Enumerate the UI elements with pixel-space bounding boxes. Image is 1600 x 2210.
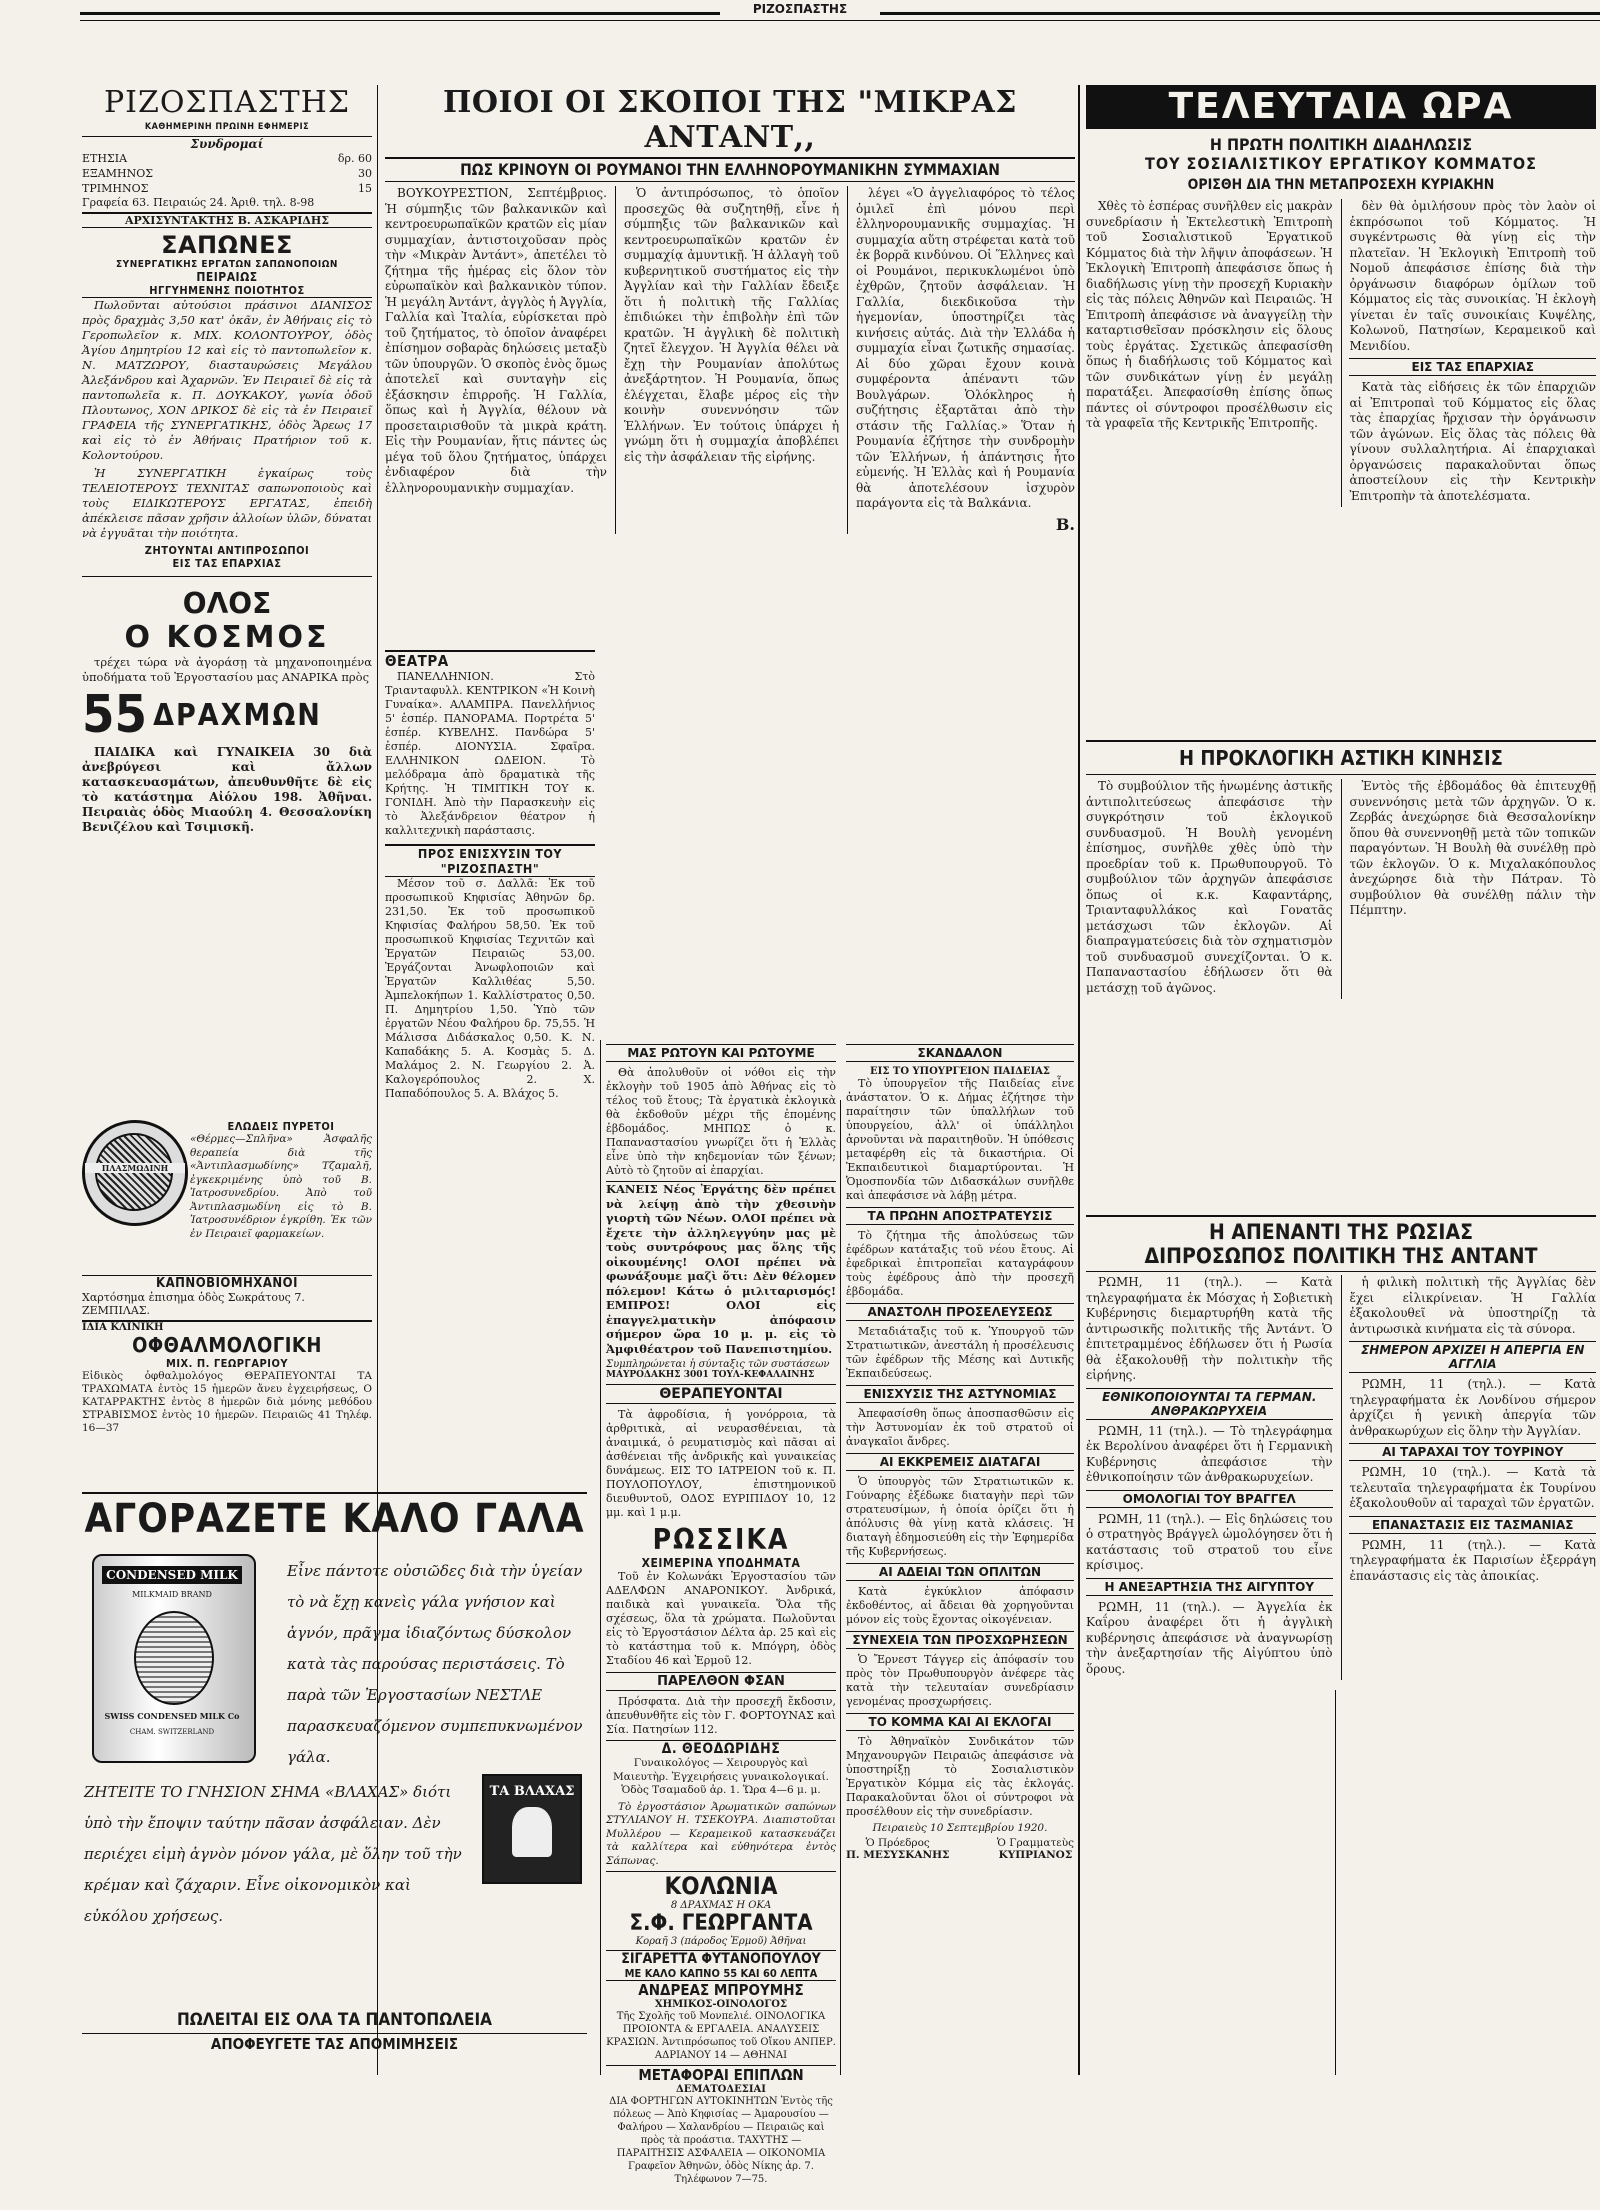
tobacco-text: Χαρτόσημα ἐπισημα ὁδὸς Σωκράτους 7. ΖΕΜΠΙΛΑΣ. [82,1291,305,1317]
sch-line: Συμπληρώνεται ἡ σύνταξις τῶν συστάσεων [606,1359,830,1370]
price-number: 55 [82,685,148,745]
col-divider-4 [1078,85,1080,2075]
milk-headline: ΑΓΟΡΑΖΕΤΕ ΚΑΛΟ ΓΑΛΑ [84,1496,585,1542]
main-headline: ΠΟΙΟΙ ΟΙ ΣΚΟΠΟΙ ΤΗΣ "ΜΙΚΡΑΣ ΑΝΤΑΝΤ,, [443,85,1017,155]
milk-footer-1: ΠΩΛΕΙΤΑΙ ΕΙΣ ΟΛΑ ΤΑ ΠΑΝΤΟΠΩΛΕΙΑ [176,2010,493,2030]
strat-title: ΤΑ ΠΡΩΗΝ ΑΠΟΣΤΡΑΤΕΥΣΙΣ [846,1207,1074,1225]
main-col-c: λέγει «Ὁ ἀγγελιαφόρος τὸ τέλος ὁμιλεῖ ἐπὶ μόνου περὶ ἑλληνορουμανικῆς συμμαχίας. Ἡ συμμαχία αὕτη στρέφεται κατὰ τοῦ ἐκ βορρᾶ κινδύνου. Οἱ Ἕλληνες καὶ οἱ Ρουμάνοι, περικυκλωμένοι ὑπὸ ἐχθρῶν, ζητοῦν ἀσφάλειαν. Ἡ Γαλλία, διεκδικοῦσα τὴν ἡγεμονίαν, ὑποστηρίζει τὰς κινήσεις αὐτάς. Διὰ τὴν Ἑλλάδα ἡ συμμαχία εἶναι ζωτικῆς σημασίας. Αἱ δύο χῶραι ἔχουν κοινὰ συμφέροντα ἀπέναντι τῶν Βουλγάρων. Ὁλόκληρος ἡ συζήτησις ἐξαρτᾶται ἀπὸ τὴν στάσιν τῆς Γαλλίας.» Ὅταν ἡ Ρουμανία ἐζήτησε τὴν συνδρομὴν τῶν Ἑλλήνων, ἡ ἀπάντησις ἦτο εὐμενής. Ἡ Ἑλλὰς καὶ ἡ Ρουμανία θὰ ἀποτελέσουν ἰσχυρὸν παράγοντα εἰς τὰ Βαλκάνια. [856,186,1075,510]
soap-factory-text: Τὸ ἐργοστάσιον Ἀρωματικῶν σαπώνων ΣΤΥΛΙΑΝΟΥ Η. ΤΣΕΚΟΥΡΑ. Διαπιστοῦται Μυλλέρου — Κεραμεικοῦ κατασκευάζει τὰ καλλίτερα καὶ εὐθηνότερα ἐντὸς Σάπωνας. [606,1800,836,1867]
strat-text: Τὸ ζήτημα τῆς ἀπολύσεως τῶν ἐφέδρων κατάταξις τοῦ νέου ἔτους. Αἱ ἐφεδρικαὶ ἐπιτροπεῖαι καταγράφουν τοὺς ἐφέδρους ἀπὸ τὴν προσεχῆ ἑβδομάδα. [846,1229,1074,1298]
clinic-pre: ΙΔΙΑ ΚΛΙΝΙΚΗ [82,1322,164,1333]
soap-footer-2: ΕΙΣ ΤΑΣ ΕΠΑΡΧΙΑΣ [172,557,282,570]
brag-title: ΟΜΟΛΟΓΙΑΙ ΤΟΥ ΒΡΑΓΓΕΛ [1086,1490,1333,1508]
russia-headline-2: ΔΙΠΡΟΣΩΠΟΣ ΠΟΛΙΤΙΚΗ ΤΗΣ ΑΝΤΑΝΤ [1144,1244,1538,1268]
col-divider-2 [600,1040,601,2075]
world-text: τρέχει τώρα νὰ ἀγοράσῃ τὰ μηχανοποιημένα ὑποδήματα τοῦ Ἐργοστασίου μας ΑΝΑΡΙΚΑ πρὸς [82,655,372,684]
britain-text: ΡΩΜΗ, 11 (τηλ.). — Κατὰ τηλεγραφήματα ἐκ Λονδίνου σήμερον ἀρχίζει ἡ γενικὴ ἀπεργία τῶν ἀνθρακωρύχων εἰς ὅλην τὴν Ἀγγλίαν. [1349,1377,1596,1438]
soap-sub1: ΣΥΝΕΡΓΑΤΙΚΗΣ ΕΡΓΑΤΩΝ ΣΑΠΩΝΟΠΟΙΩΝ [116,259,338,270]
masthead-label: ΡΙΖΟΣΠΑΣΤΗΣ [720,2,880,22]
plasmodine-badge [82,1120,188,1226]
provocation-headline: Η ΠΡΟΚΛΟΓΙΚΗ ΑΣΤΙΚΗ ΚΙΝΗΣΙΣ [1179,746,1503,770]
theod-title: Δ. ΘΕΟΔΩΡΙΔΗΣ [606,1740,836,1757]
shepherd-icon [512,1807,552,1857]
fsan-title: ΠΑΡΕΛΘΟΝ ΦΣΑΝ [606,1672,836,1691]
elect-text: Τὸ Ἀθηναϊκὸν Συνδικάτον τῶν Μηχανουργῶν Πειραιῶς ἀπεφάσισε νὰ ὑποστηρίξῃ τὸ Σοσιαλιστικὸν Ἐργατικὸν Κόμμα εἰς τὰς ἐκλογάς. Παρακαλοῦνται ὅλοι οἱ σύντροφοι νὰ προσέλθουν εἰς τὴν συνεδρίασιν. [846,1735,1074,1818]
main-signature: Β. [1055,514,1075,534]
russika-title: ΡΩΣΣΙΚΑ [652,1523,790,1556]
egypt-title: Η ΑΝΕΞΑΡΤΗΣΙΑ ΤΗΣ ΑΙΓΥΠΤΟΥ [1086,1578,1333,1596]
neos-text: ΚΑΝΕΙΣ Νέος Ἐργάτης δὲν πρέπει νὰ λείψῃ ἀπὸ τὴν χθεσινὴν γιορτὴ τῶν Νέων. ΟΛΟΙ πρέπει νὰ ἔχετε τὴν ἀλληλεγγύην μας μὲ τοὺς συντρόφους μας ὅλης τῆς οἰκουμένης! ΟΛΟΙ πρέπει νὰ φωνάξουμε μαζὶ ὅτι: Δὲν θέλομεν πόλεμον! Κάτω ὁ μιλιταρισμός! ΕΜΠΡΟΣ! ΟΛΟΙ εἰς ἐπαγγελματικὴν ἀπόφασιν σήμερον ὥρα 10 μ. μ. εἰς τὸ Ἀμφιθέατρον τοῦ Πανεπιστημίου. [606,1182,836,1356]
can-label-bottom: SWISS CONDENSED MILK Co [104,1711,240,1721]
clinic-name: ΜΙΧ. Π. ΓΕΩΡΓΑΡΙΟΥ [165,1357,289,1370]
main-subhead: ΠΩΣ ΚΡΙΝΟΥΝ ΟΙ ΡΟΥΜΑΝΟΙ ΤΗΝ ΕΛΛΗΝΟΡΟΥΜΑΝΙΚΗΝ ΣΥΜΜΑΧΙΑΝ [460,161,1000,179]
vlachas-label: ΤΑ ΒΛΑΧΑΣ [489,1784,575,1799]
sch-name: ΜΑΥΡΟΔΑΚΗΣ 3001 ΤΟΥΛ-ΚΕΦΑΛΑΙΝΗΣ [606,1370,815,1380]
provocation-text-left: Τὸ συμβούλιον τῆς ἡνωμένης ἀστικῆς ἀντιπολιτεύσεως ἀπεφάσισε τὴν συγκρότησιν τοῦ ἐκλογικοῦ συνδυασμοῦ. Ἡ Βουλὴ γενομένη ἐπίσημος, συνῆλθε χθὲς ὑπὸ τὴν προεδρίαν τοῦ κ. Πρωθυπουργοῦ. Τὸ συμβούλιον τῶν ἀρχηγῶν ἀπεφάσισε ὅπως οἱ κ.κ. Καφαντάρης, Τριανταφυλλάκος καὶ Γονατᾶς μετάσχωσι τῶν ἐκλογῶν. Αἱ διαπραγματεύσεις διὰ τὸν σχηματισμὸν τοῦ συνδυασμοῦ συνεχίζονται. Ὁ κ. Παπαναστασίου ἐδήλωσεν ὅτι θὰ μετάσχῃ τοῦ ἀγῶνος. [1086,779,1333,995]
world-line-1: ΟΛΟΣ [182,587,272,620]
latest-text-left: Χθὲς τὸ ἑσπέρας συνῆλθεν εἰς μακρὰν συνεδρίασιν ἡ Ἐκτελεστικὴ Ἐπιτροπὴ τοῦ Σοσιαλιστικοῦ Ἐργατικοῦ Κόμματος διὰ τὴν λῆψιν ἀποφάσεων. Ἡ Ἐκλογικὴ Ἐπιτροπὴ ἀπεφάσισε ὅπως ἡ διαδήλωσις γίνῃ τὴν προσεχῆ Κυριακὴν εἰς τὰς πόλεις Ἀθηνῶν καὶ Πειραιῶς. Ἡ Ἐπιτροπὴ ἀπεφάσισε νὰ ἀναγγείλῃ τὴν καταρτισθεῖσαν πρόσκλησιν εἰς ὅλους τοὺς ἐργάτας. Σχετικῶς ἀπεφασίσθη ὅπως ἡ διαδήλωσις τοῦ Κόμματος καὶ τῶν συνδικάτων γίνῃ ἐν μεγάλῃ παρατάξει. Ἀπεφασίσθη ἐπίσης ὅπως πάντες οἱ σύντροφοι προσέλθωσιν εἰς τὰ γραφεῖα τῆς Κεντρικῆς Ἐπιτροπῆς. [1086,199,1333,430]
subscription-row: ΕΞΑΜΗΝΟΣ 30 [82,167,372,180]
transport-sub: ΔΕΜΑΤΟΔΕΣΙΑΙ [676,2084,766,2095]
subscriptions-list [82,151,372,196]
col-divider-3 [840,1100,841,2075]
badge-label: ΠΛΑΣΜΩΔΙΝΗ [85,1163,185,1173]
elect-title: ΤΟ ΚΟΜΜΑ ΚΑΙ ΑΙ ΕΚΛΟΓΑΙ [846,1713,1074,1731]
latest-headline-3: ΟΡΙΣΘΗ ΔΙΑ ΤΗΝ ΜΕΤΑΠΡΟΣΕΧΗ ΚΥΡΙΑΚΗΝ [1187,177,1495,193]
tobacco-clinic [82,1275,372,1475]
scandal-text: Τὸ ὑπουργεῖον τῆς Παιδείας εἶνε ἀνάστατον. Ὁ κ. Δήμας ἐζήτησε τὴν παραίτησιν τῶν ὑπαλλήλων τοῦ ὑπουργείου, ἀλλ' οἱ ὑπάλληλοι ἀρνοῦνται νὰ παραιτηθοῦν. Ἡ ὑπόθεσις μεταφέρθη εἰς τὰ δικαστήρια. Οἱ Ἐκπαιδευτικοὶ διαμαρτύρονται. Ἡ Ὁμοσπονδία τῶν Διδασκάλων συνῆλθε καὶ ἀπεφάσισε νὰ λάβῃ μέτρα. [846,1077,1074,1202]
clinic-title: ΟΦΘΑΛΜΟΛΟΓΙΚΗ [132,1333,322,1357]
provocation-text-right: Ἐντὸς τῆς ἑβδομάδος θὰ ἐπιτευχθῇ συνεννόησις μετὰ τῶν ἀρχηγῶν. Ὁ κ. Ζερβάς ἀνεχώρησε διὰ Θεσσαλονίκην ὅπου θὰ συνεννοηθῇ μετὰ τῶν τοπικῶν παραγόντων. Ἡ Βουλὴ θὰ συνέλθῃ πρὸ τῶν ἐκλογῶν. Ὁ κ. Μιχαλακόπουλος ἀνεχώρησε διὰ τὴν Πάτραν. Τὸ συμβούλιον θὰ συνέλθῃ πάλιν τὴν Πέμπτην. [1349,779,1596,917]
price-line [82,685,372,745]
anast-text: Μεταδιάταξις τοῦ κ. Ὑπουργοῦ τῶν Στρατιωτικῶν, ἀνεστάλη ἡ προσέλευσις τῶν ἐφέδρων τῆς Μέσης καὶ Δυτικῆς Ἐκπαιδεύσεως. [846,1325,1074,1380]
tasm-text: ΡΩΜΗ, 11 (τηλ.). — Κατὰ τηλεγραφήματα ἐκ Παρισίων ἐξερράγη ἐπανάστασις εἰς τὰς ἀποικίας. [1349,1537,1596,1583]
subscription-row: ΤΡΙΜΗΝΟΣ 15 [82,182,372,195]
latest-headline-1: Η ΠΡΩΤΗ ΠΟΛΙΤΙΚΗ ΔΙΑΔΗΛΩΣΙΣ [1209,135,1473,154]
soap-title: ΣΑΠΩΝΕΣ [161,231,293,259]
fever-text: «Θέρμες—Σπλῆνα» Ἀσφαλῆς θεραπεία διὰ τῆς «Ἀντιπλασμωδίνης» Τζαμαλῆ, ἐγκεκριμένης ὑπὸ τοῦ Β. Ἰατροσυνεδρίου. Ἀπὸ τοῦ Ἀντιπλασμωδίνη εἰς τὸ Β. Ἰατροσυνέδριον ἐγκρίθη. Ἐκ τῶν ἐν Πειραιεῖ φαρμακείων. [190,1133,372,1240]
rotsos-text: Θὰ ἀπολυθοῦν οἱ νόθοι εἰς τὴν ἐκλογὴν τοῦ 1905 ἀπὸ Ἀθήνας εἰς τὸ τέλος τοῦ ἔτους; Τὰ ἐργατικὰ ἐκλογικὰ θὰ ἐκδοθοῦν μέχρι τῆς ἐπομένης ἑβδομάδος. ΜΗΠΩΣ ὁ κ. Παπαναστασίου γνωρίζει ὅτι ἡ Ἑλλὰς εἶνε ὑπὸ τὴν κηδεμονίαν τῶν ξένων; Αὐτὸ τὸ ζητοῦν αἱ ἐπαρχίαι. [606,1066,836,1177]
price-text: ΠΑΙΔΙΚΑ καὶ ΓΥΝΑΙΚΕΙΑ 30 διὰ ἀνεβρύγεσι καὶ ἄλλων κατασκευασμάτων, ἀπευθυνθῆτε δὲ εἰς τὸ κατάστημα Αἰόλου 198. Ἀθῆναι. Πειραιὰς ὁδὸς Μιαούλη 4. Θεσσαλονίκη Βενιζέλου καὶ Τσιμισκῆ. [82,745,372,834]
russika-text: Τοῦ ἐν Κολωνάκι Ἐργοστασίου τῶν ΑΔΕΛΦΩΝ ΑΝΑΡΟΝΙΚΟΥ. Ἀνδρικά, παιδικὰ καὶ γυναικεῖα. Ὅλα τῆς σχέσεως, ὅλα τὰ χρώματα. Πωλοῦνται εἰς τὸ Ἐργοστάσιον Δέλτα ἀρ. 25 καὶ εἰς τὸ κατάστημα τοῦ κ. Μπόγρη, ὁδὸς Σταδίου 46 καὶ Ἑρμοῦ 12. [606,1570,836,1667]
latest-section [1086,85,1596,735]
latest-headline-2: ΤΟΥ ΣΟΣΙΑΛΙΣΤΙΚΟΥ ΕΡΓΑΤΙΚΟΥ ΚΟΜΜΑΤΟΣ [1145,154,1537,173]
milkmaid-icon [134,1611,214,1705]
milk-ad [82,1492,587,2052]
milk-text: Εἶνε πάντοτε οὐσιῶδες διὰ τὴν ὑγείαν τὸ νὰ ἔχῃ κανεὶς γάλα γνήσιον καὶ ἁγνόν, πρᾶγμα ἰδιαζόντως δύσκολον κατὰ τὰς παρούσας περιστάσεις. Τὸ παρὰ τῶν Ἐργοστασίων ΝΕΣΤΛΕ παρασκευαζόμενον συμπεπυκνωμένον γάλα. [287,1562,583,1766]
cont-title: ΣΥΝΕΧΕΙΑ ΤΩΝ ΠΡΟΣΧΩΡΗΣΕΩΝ [846,1631,1074,1649]
police-text: Ἀπεφασίσθη ὅπως ἀποσπασθῶσιν εἰς τὴν Ἀστυνομίαν ἐκ τοῦ στρατοῦ οἱ ἀναγκαῖοι ἄνδρες. [846,1407,1074,1448]
theod-text: Γυναικολόγος — Χειρουργὸς καὶ Μαιευτὴρ. Ἐγχειρήσεις γυναικολογικαί. Ὁδὸς Τσαμαδοῦ ἀρ. 1. Ὥρα 4—6 μ. μ. [613,1757,829,1796]
paper-subtitle: ΚΑΘΗΜΕΡΙΝΗ ΠΡΩΙΝΗ ΕΦΗΜΕΡΙΣ [144,122,310,132]
russia-text-left: ΡΩΜΗ, 11 (τηλ.). — Κατὰ τηλεγραφήματα ἐκ Μόσχας ἡ Σοβιετικὴ Κυβέρνησις διεμαρτυρήθη κατὰ τῆς ἀντιρωσικῆς πολιτικῆς τῆς Ἀντάντ. Ὁ ἐπιτετραμμένος ἐδήλωσεν ὅτι ἡ Ρωσία θὰ ἐξακολουθῇ τὴν πολιτικὴν τῆς εἰρήνης. [1086,1275,1333,1382]
brag-text: ΡΩΜΗ, 11 (τηλ.). — Εἰς δηλώσεις του ὁ στρατηγὸς Βράγγελ ὡμολόγησεν ὅτι ἡ κατάστασις τοῦ στρατοῦ του εἶνε κρίσιμος. [1086,1511,1333,1572]
elect-sig-3: Ὁ Γραμματεὺς [996,1837,1074,1849]
vlachas-badge [482,1774,582,1884]
soap-text: Πωλοῦνται αὐτούσιοι πράσινοι ΔΙΑΝΙΣΟΣ πρὸς δραχμὰς 3,50 κατ' ὀκᾶν, ἐν Ἀθήναις εἰς τὸ Γεροπωλεῖον κ. ΜΙΧ. ΚΟΛΟΝΤΟΥΡΟΥ, ὁδὸς Ἁγίου Δημητρίου 12 καὶ εἰς τὸ παντοπωλεῖον κ. Ν. ΜΑΤΖΩΡΟΥ, διασταυρώσεις Μεγάλου Ἀλεξάνδρου καὶ Ἀχαρνῶν. Ἐν Πειραιεῖ δὲ εἰς τὰ παντοπωλεῖα κ. Π. ΔΟΥΚΑΚΟΥ, γωνία ὁδοῦ Πλουτωνος, ΧΟΝ ΔΡΙΚΟΣ δὲ εἰς τὰ ἐν Πειραιεῖ ΓΡΑΦΕΙΑ τῆς ΣΥΝΕΡΓΑΤΙΚΗΣ, ὁδὸς Ἄρεως 17 καὶ εἰς τὸ ἐν Ἀθήναις Πρατήριον τοῦ κ. Κολοντούρου. [82,298,372,462]
cont-text: Ὁ Ἔρνεστ Τάγγερ εἰς ἀπόφασίν του πρὸς τὸν Πρωθυπουργὸν ἀνέφερε τὰς κατὰ τὴν τελευταίαν συνεδρίασιν γενομένας προσχωρήσεις. [846,1653,1074,1708]
chem-sub: ΧΗΜΙΚΟΣ-ΟΙΝΟΛΟΓΟΣ [654,1999,788,2010]
milk-can-image [92,1554,256,1763]
latest-text-right: δὲν θὰ ὁμιλήσουν πρὸς τὸν λαὸν οἱ ἐκπρόσωποι τοῦ Κόμματος. Ἡ συγκέντρωσις θὰ γίνῃ εἰς τὴν πλατεῖαν. Ἡ Ἐκλογικὴ Ἐπιτροπὴ τοῦ Νομοῦ ἀπεφάσισε ἐπίσης διὰ τὴν ὀργάνωσιν διαφόρων ὁμίλων τοῦ Κόμματος εἰς τὰς συνοικίας. Ἡ ἐκλογὴ γίνεται ἐν ταῖς συνοικίαις Κυψέλης, Κολωνοῦ, Πατησίων, Κεραμεικοῦ καὶ Μενιδίου. [1349,199,1596,353]
elect-date: Πειραιεὺς 10 Σεπτεμβρίου 1920. [872,1822,1048,1834]
fund-text: Μέσον τοῦ σ. Δαλλᾶ: Ἐκ τοῦ προσωπικοῦ Κηφισίας Ἀθηνῶν δρ. 231,50. Ἐκ τοῦ προσωπικοῦ Κηφισίας Φαλήρου 58,50. Ἐκ τοῦ προσωπικοῦ Κηφισίας Τεχνιτῶν καὶ Ἐργατῶν Πειραιῶς 53,00. Ἐργάζονται Ἀνωφλοποιῶν καὶ Ἐργατῶν Καλλιθέας 5,50. Ἀμπελοκήπων 1. Καλλίστρατος 0,50. Π. Δημητρίου 1,50. Ὑπὸ τῶν ἐργατῶν Νέου Φαλήρου δρ. 75,55. Ἡ Μάλισσα Διδάσκαλος 0,50. Κ. Ν. Καπαδάκης 5. Α. Κοσμὰς 5. Δ. Μαλάμος 2. Ν. Γεωργίου 2. Ἀ. Καλογερόπουλος 2. Χ. Παπαδόπουλος 5. Α. Βλάχος 5. [385,877,595,1100]
elect-sig-4: ΚΥΠΡΙΑΝΟΣ [998,1849,1073,1861]
fsan-text: Πρόσφατα. Διὰ τὴν προσεχῆ ἔκδοσιν, ἀπευθυνθῆτε εἰς τὸν Γ. ΦΟΡΤΟΥΝΑΣ καὶ Σία. Πατησίων 112. [606,1695,836,1736]
col4 [846,1040,1074,2070]
latest-banner: ΤΕΛΕΥΤΑΙΑ ΩΡΑ [1086,85,1596,129]
soap-text-2: Ἡ ΣΥΝΕΡΓΑΤΙΚΗ ἐγκαίρως τοὺς ΤΕΛΕΙΟΤΕΡΟΥΣ ΤΕΧΝΙΤΑΣ σαπωνοποιοὺς καὶ τοὺς ΕΙΔΙΚΩΤΕΡΟΥΣ ΕΡΓΑΤΑΣ, ἐπειδὴ ἀπέκλεισε πᾶσαν χρῆσιν ἀλλοίων ὑλῶν, δύναται νὰ ἐγγυᾶται τὴν ποιότητα. [82,466,372,540]
world-line-2: Ο ΚΟΣΜΟΣ [124,620,330,655]
turin-text: ΡΩΜΗ, 10 (τηλ.). — Κατὰ τὰ τελευταῖα τηλεγραφήματα ἐκ Τουρίνου ἐξακολουθοῦν αἱ ταραχαὶ τῶν ἐργατῶν. [1349,1465,1596,1510]
chem-text: Τῆς Σχολῆς τοῦ Μονπελιέ. ΟΙΝΟΛΟΓΙΚΑ ΠΡΟΙΟΝΤΑ & ΕΡΓΑΛΕΙΑ. ΑΝΑΛΥΣΕΙΣ ΚΡΑΣΙΩΝ. Ἀντιπρόσωπος τοῦ Οἴκου ΑΝΠΕΡ. ΑΔΡΙΑΝΟΥ 14 — ΑΘΗΝΑΙ [606,2011,836,2061]
tobacco-title: ΚΑΠΝΟΒΙΟΜΗΧΑΝΟΙ [156,1276,298,1291]
elect-sig-2: Π. ΜΕΣΥΣΚΑΝΗΣ [846,1849,950,1861]
transport-text: ΔΙΑ ΦΟΡΤΗΓΩΝ ΑΥΤΟΚΙΝΗΤΩΝ Ἐντὸς τῆς πόλεως — Ἀπὸ Κηφισίας — Ἀμαρουσίου — Φαλήρου — Χαλανδρίου — Πειραιῶς καὶ πρὸς τὰ προάστια. ΤΑΧΥΤΗΣ — ΠΑΡΑΙΤΗΣΙΣ ΑΣΦΑΛΕΙΑ — ΟΙΚΟΝΟΜΙΑ Γραφεῖον Ἀθηνῶν, ὁδὸς Νίκης ἀρ. 7. Τηλέφωνον 7—75. [609,2096,833,2185]
kolonia-sub: 8 ΔΡΑΧΜΑΣ Η ΟΚΑ [670,1900,772,1911]
subscriptions-title: Συνδρομαί [190,137,264,151]
kolonia-name: Σ.Φ. ΓΕΩΡΓΑΝΤΑ [629,1911,813,1936]
turin-title: ΑΙ ΤΑΡΑΧΑΙ ΤΟΥ ΤΟΥΡΙΝΟΥ [1349,1443,1596,1461]
top-rule-thin [80,20,1600,21]
scandal-title: ΣΚΑΝΔΑΛΟΝ [846,1044,1074,1062]
cig-title: ΣΙΓΑΡΕΤΤΑ ΦΥΤΑΝΟΠΟΥΛΟΥ [606,1950,836,1967]
milk-footer-2: ΑΠΟΦΕΥΓΕΤΕ ΤΑΣ ΑΠΟΜΙΜΗΣΕΙΣ [210,2035,459,2053]
russia-section [1086,1215,1596,2075]
can-label-top: CONDENSED MILK [102,1566,242,1584]
editor: ΑΡΧΙΣΥΝΤΑΚΤΗΣ Β. ΑΣΚΑΡΙΔΗΣ [82,212,372,228]
police-title: ΕΝΙΣΧΥΣΙΣ ΤΗΣ ΑΣΤΥΝΟΜΙΑΣ [846,1385,1074,1403]
rotsos-title: ΜΑΣ ΡΩΤΟΥΝ ΚΑΙ ΡΩΤΟΥΜΕ [606,1044,836,1062]
russia-text-right: ἡ φιλικὴ πολιτικὴ τῆς Ἀγγλίας δὲν ἔχει εἰλικρίνειαν. Ἡ Γαλλία ἐξακολουθεῖ νὰ ὑποστηρίζῃ τὰ ἀντιρωσικὰ κινήματα εἰς τὰ σύνορα. [1349,1275,1596,1336]
transport-title: ΜΕΤΑΦΟΡΑΙ ΕΠΙΠΛΩΝ [606,2065,836,2084]
soap-footer-1: ΖΗΤΟΥΝΤΑΙ ΑΝΤΙΠΡΟΣΩΠΟΙ [144,544,310,557]
leave-title: ΑΙ ΑΔΕΙΑΙ ΤΩΝ ΟΠΛΙΤΩΝ [846,1563,1074,1581]
rec-title: ΑΙ ΕΚΚΡΕΜΕΙΣ ΔΙΑΤΑΓΑΙ [846,1453,1074,1471]
elect-sig-1: Ὁ Πρόεδρος [865,1837,930,1849]
theatres-text: ΠΑΝΕΛΛΗΝΙΟΝ. Στὸ Τριανταφυλλ. ΚΕΝΤΡΙΚΟΝ «Ἡ Κοινὴ Γυναίκα». ΑΛΑΜΠΡΑ. Πανελλήνιος 5' ἑσπέρ. ΠΑΝΟΡΑΜΑ. Πορτρέτα 5' ἑσπέρ. ΚΥΒΕΛΗΣ. Πανδώρα 5' ἑσπέρ. ΔΙΟΝΥΣΙΑ. Σφαῖρα. ΕΛΛΗΝΙΚΟΝ ΩΔΕΙΟΝ. Τὸ μελόδραμα ἀπὸ δραματικὰ τῆς Κρήτης. Ἡ ΤΙΜΙΤΙΚΗ ΤΟΥ κ. ΓΟΝΙΔΗ. Ἀπὸ τὴν Παρασκευὴν εἰς τὸ Ἀλεξάνδρειον θέατρον ἡ καλλιτεχνικὴ παράστασις. [385,670,595,837]
britain-title: ΣΗΜΕΡΟΝ ΑΡΧΙΖΕΙ Η ΑΠΕΡΓΙΑ ΕΝ ΑΓΓΛΙΑ [1349,1341,1596,1373]
chem-title: ΑΝΔΡΕΑΣ ΜΠΡΟΥΜΗΣ [638,1981,804,1999]
fund-title: ΠΡΟΣ ΕΝΙΣΧΥΣΙΝ ΤΟΥ "ΡΙΖΟΣΠΑΣΤΗ" [417,846,563,876]
tasm-title: ΕΠΑΝΑΣΤΑΣΙΣ ΕΙΣ ΤΑΣΜΑΝΙΑΣ [1349,1516,1596,1534]
paper-title: ΡΙΖΟΣΠΑΣΤΗΣ [103,85,351,120]
russia-headline-1: Η ΑΠΕΝΑΝΤΙ ΤΗΣ ΡΩΣΙΑΣ [1208,1220,1473,1244]
kolonia-addr: Κοραῆ 3 (πάροδος Ἑρμοῦ) Ἀθῆναι [635,1936,807,1947]
clinic-text: Εἰδικὸς ὀφθαλμολόγος ΘΕΡΑΠΕΥΟΝΤΑΙ ΤΑ ΤΡΑΧΩΜΑΤΑ ἐντὸς 15 ἡμερῶν ἄνευ ἐγχειρήσεως, Ο ΚΑΤΑΡΡΑΚΤΗΣ ἐντὸς 8 ἡμερῶν διὰ μόνης μεθόδου ΣΤΡΑΒΙΣΜΟΣ ἐντὸς 10 ἡμερῶν. Πειραιῶς 41 Τηλέφ. 16—37 [82,1370,372,1434]
egypt-text: ΡΩΜΗ, 11 (τηλ.). — Ἀγγελία ἐκ Καΐρου ἀναφέρει ὅτι ἡ ἀγγλικὴ κυβέρνησις ἀπεφάσισε νὰ ἀναγνωρίσῃ τὴν ἀνεξαρτησίαν τῆς Αἰγύπτου ὑπὸ ὅρους. [1086,1599,1333,1676]
anast-title: ΑΝΑΣΤΟΛΗ ΠΡΟΣΕΛΕΥΣΕΩΣ [846,1303,1074,1321]
soap-sub2: ΠΕΙΡΑΙΩΣ [196,270,258,284]
theatres-fund [385,650,595,1210]
rec-text: Ὁ ὑπουργὸς τῶν Στρατιωτικῶν κ. Γούναρης ἐξέδωκε διαταγὴν περὶ τῶν στρατευσίμων, ἡ ὁποία ὁρίζει ὅτι ἡ ἀπόλυσις θὰ γίνῃ κατὰ κλάσεις. Ἡ διαταγὴ ἐδημοσιεύθη εἰς τὴν Ἐφημερίδα τῆς Κυβερνήσεως. [846,1475,1074,1558]
subscription-row: ΕΤΗΣΙΑ δρ. 60 [82,152,372,165]
prov-text: Κατὰ τὰς εἰδήσεις ἐκ τῶν ἐπαρχιῶν αἱ Ἐπιτροπαὶ τοῦ Κόμματος εἰς ὅλας τὰς ἐπαρχίας ἤρχισαν τὴν ὀργάνωσιν τῶν ἀγώνων. Εἰς ὅλας τὰς πόλεις θὰ γίνουν συλλαλητήρια. Αἱ ἐπαρχιακαὶ ὀργανώσεις παρακαλοῦνται ὅπως ἀποστείλουν εἰς τὴν Κεντρικὴν Ἐπιτροπὴν τὰ ἀποτελέσματα. [1349,380,1596,503]
soap-sub3: ΗΓΓΥΗΜΕΝΗΣ ΠΟΙΟΤΗΤΟΣ [82,284,372,298]
prov-title: ΕΙΣ ΤΑΣ ΕΠΑΡΧΙΑΣ [1349,358,1596,376]
coal-text: ΡΩΜΗ, 11 (τηλ.). — Τὸ τηλεγράφημα ἐκ Βερολίνου ἀναφέρει ὅτι ἡ Γερμανικὴ Κυβέρνησις ἀπεφάσισε τὴν ἐθνικοποίησιν τῶν ἀνθρακωρυχείων. [1086,1423,1333,1484]
kolonia-title: ΚΟΛΩΝΙΑ [606,1871,836,1900]
leave-text: Κατὰ ἐγκύκλιον ἀπόφασιν ἐκδοθέντος, αἱ ἄδειαι θὰ χορηγοῦνται μόνον εἰς τοὺς ἔχοντας οἰκογένειαν. [846,1585,1074,1626]
cig-sub: ΜΕ ΚΑΛΟ ΚΑΠΝΟ 55 ΚΑΙ 60 ΛΕΠΤΑ [606,1967,836,1981]
coal-title: ΕΘΝΙΚΟΠΟΙΟΥΝΤΑΙ ΤΑ ΓΕΡΜΑΝ. ΑΝΘΡΑΚΩΡΥΧΕΙΑ [1086,1388,1333,1420]
can-place: CHAM. SWITZERLAND [129,1728,215,1736]
mid-column [606,1040,836,2185]
theatres-title: ΘΕΑΤΡΑ [385,652,449,670]
therap-text: Τὰ ἀφροδίσια, ἡ γονόρροια, τὰ ἀρθριτικὰ, αἱ νευρασθένειαι, τὰ ἀναιμικά, ὁ ρευματισμὸς καὶ πᾶσαι αἱ ἀσθένειαι τῆς ἀνδρικῆς καὶ γυναικείας δυνάμεως. ΕΙΣ ΤΟ ΙΑΤΡΕΙΟΝ τοῦ κ. Π. ΠΟΥΛΟΠΟΥΛΟΥ, ἐπιστημονικοῦ διευθυντοῦ, ΟΔΟΣ ΕΥΡΙΠΙΔΟΥ 10, 12 μμ. καὶ 1 μ.μ. [606,1408,836,1519]
russika-sub: ΧΕΙΜΕΡΙΝΑ ΥΠΟΔΗΜΑΤΑ [641,1556,801,1570]
fever-ad [82,1120,372,1270]
scandal-sub: ΕΙΣ ΤΟ ΥΠΟΥΡΓΕΙΟΝ ΠΑΙΔΕΙΑΣ [870,1066,1050,1077]
offices: Γραφεία 63. Πειραιώς 24. Ἀριθ. τηλ. 8-98 [82,196,315,209]
price-word: ΔΡΑΧΜΩΝ [153,697,322,733]
provocation-section [1086,740,1596,1160]
milk-seek-text: ΖΗΤΕΙΤΕ ΤΟ ΓΝΗΣΙΟΝ ΣΗΜΑ «ΒΛΑΧΑΣ» διότι ὑπὸ τὴν ἔποψιν ταύτην πᾶσαν ἀσφάλειαν. Δὲν περιέχει εἰμὴ ἁγνὸν μόνον γάλα, μὲ ὅλην τοῦ τὴν κρέμαν καὶ ζάχαριν. Εἶνε οἰκονομικὸν καὶ εὐκόλου χρήσεως. [84,1783,462,1925]
fever-title: ΕΛΩΔΕΙΣ ΠΥΡΕΤΟΙ [227,1120,335,1133]
main-col-b: Ὁ ἀντιπρόσωπος, τὸ ὁποῖον προσεχῶς θὰ συζητηθῇ, εἶνε ἡ σύμπηξις τῶν βαλκανικῶν καὶ κεντροευρωπαϊκῶν κρατῶν ἐν συμμαχίᾳ ἀμυντικῇ. Ἡ ἀλλαγὴ τοῦ κυβερνητικοῦ συστήματος εἰς τὴν Ἀγγλίαν καὶ τὴν Γαλλίαν ἔδειξε ὅτι ἡ πολιτικὴ τῆς Γαλλίας ἐπιδιώκει τὴν ἐπιβολὴν ἐπὶ τῶν κρατῶν. Ἡ ἀγγλικὴ δὲ πολιτικὴ ζητεῖ ἔλεγχον. Ἡ Ἀγγλία θέλει νὰ ἔχῃ τὴν Ρουμανίαν ἀπολύτως ἀνεξάρτητον. Ἡ Ρουμανία, ὅπως ἐλέγχεται, ἔλαβε μέρος εἰς τὴν κοινὴν συνεννόησιν τῶν Ἑλλήνων. Ἐν τούτοις ὑπάρχει ἡ γνώμη ὅτι ἡ συμμαχία ἀποβλέπει εἰς τὴν ἀσφάλειαν τῆς εἰρήνης. [623,186,840,464]
can-label-sub: MILKMAID BRAND [132,1590,212,1599]
therap-title: ΘΕΡΑΠΕΥΟΝΤΑΙ [606,1384,836,1404]
left-column [82,85,372,1125]
main-col-a: ΒΟΥΚΟΥΡΕΣΤΙΟΝ, Σεπτέμβριος. Ἡ σύμπηξις τῶν βαλκανικῶν καὶ κεντροευρωπαϊκῶν κρατῶν εἰς μίαν συμμαχίαν, ἀντιστοιχοῦσαν πρὸς τὴν «Μικρὰν Ἀντάντ», ἀπετέλει τὸ ζήτημα τῆς ἡμέρας εἰς ὅλον τὸν εὐρωπαϊκὸν καὶ βαλκανικὸν τύπον. Ἡ μεγάλη Ἀντάντ, ἀγγλὸς ἡ Ἀγγλία, Γαλλία καὶ Ἰταλία, εὑρίσκεται πρὸ τοῦ ζητήματος, τὸ ὁποῖον ἀναφέρει ἐπίσημον σοβαρὰς δηλώσεις μεταξὺ τῶν ὑπουργῶν. Ὁ σκοπὸς ἑνὸς ὅμως ἀποτελεῖ καὶ συνταγὴν εἰς ἐξάσκησιν ἐπιρροῆς. Ἡ Γαλλία, ὅπως καὶ ἡ Ἀγγλία, θέλουν νὰ προσεταιρισθοῦν τὰ μικρὰ κράτη. Εἰς τὴν Ρουμανίαν, ἥτις πάντες ὡς μέγα τοῦ ὅλου ζητήματος, ὑπάρχει ἐνδιαφέρον διὰ τὴν ἑλληνορουμανικὴν συμμαχίαν. [385,186,607,495]
